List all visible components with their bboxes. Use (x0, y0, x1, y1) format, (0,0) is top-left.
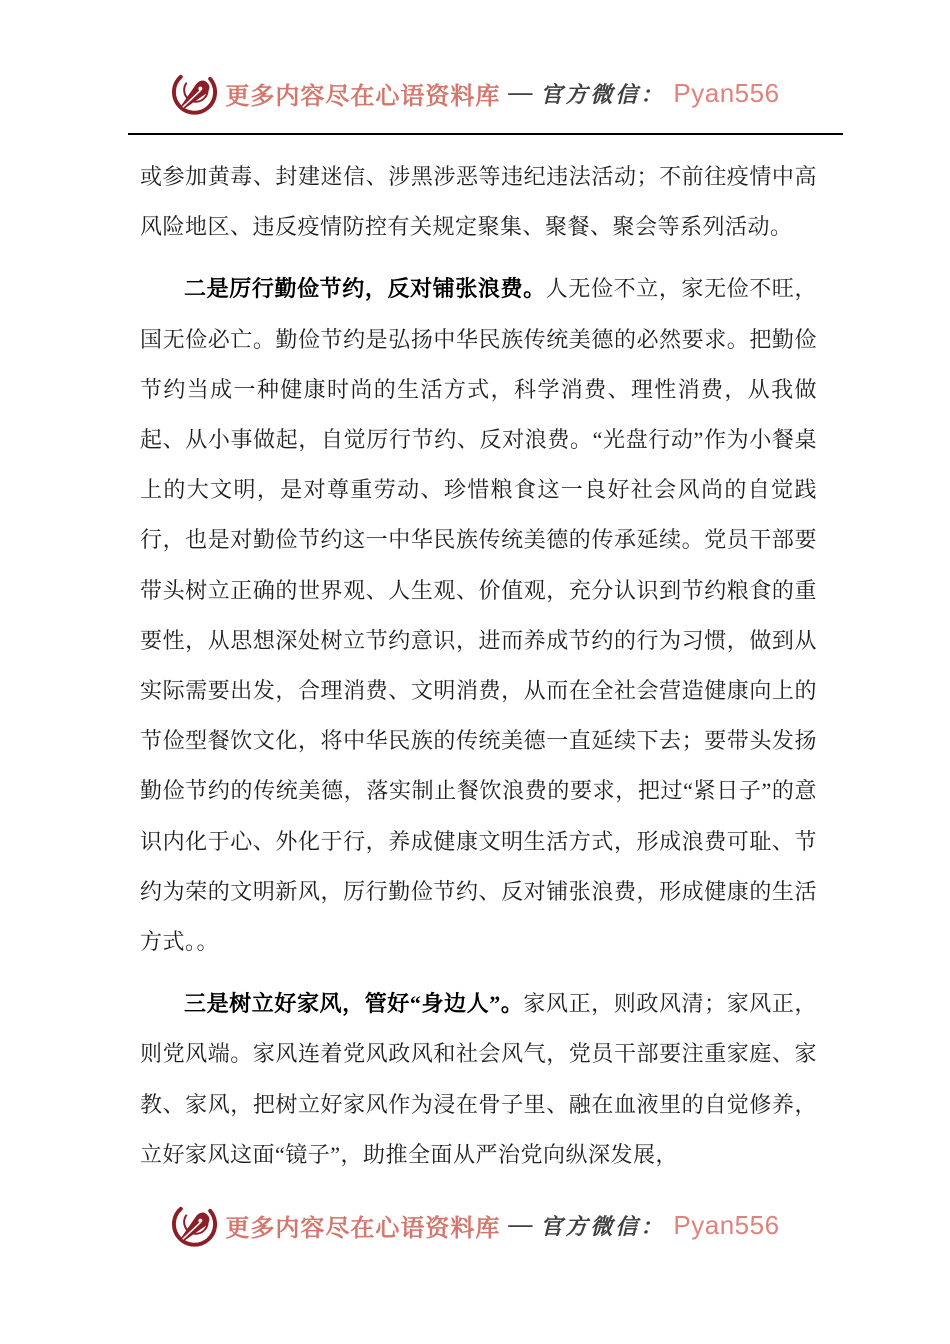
header-brandbar (0, 70, 950, 117)
brand-text: 更多内容尽在心语资料库 (225, 84, 501, 110)
bold-text-run: 二是厉行勤俭节约，反对铺张浪费。 (184, 276, 546, 302)
brand-text: 更多内容尽在心语资料库 (225, 1216, 501, 1243)
paragraph (140, 152, 817, 252)
document-body (140, 152, 817, 1180)
brand-separator: — (508, 1212, 533, 1239)
text-run: 人无俭不立，家无俭不旺，国无俭必亡。勤俭节约是弘扬中华民族传统美德的必然要求。把勤俭节约当成一种健康时尚的生活方式，科学消费、理性消费，从我做起、从小事做起，自觉厉行节约、反对浪费。“光盘行动”作为小餐桌上的大文明，是对尊重劳动、珍惜粮食这一良好社会风尚的自觉践行，也是对勤俭节约这一中华民族传统美德的传承延续。党员干部要带头树立正确的世界观、人生观、价值观，充分认识到节约粮食的重要性，从思想深处树立节约意识，进而养成节约的行为习惯，做到从实际需要出发，合理消费、文明消费，从而在全社会营造健康向上的节俭型餐饮文化，将中华民族的传统美德一直延续下去；要带头发扬勤俭节约的传统美德，落实制止餐饮浪费的要求，把过“紧日子”的意识内化于心、外化于行，养成健康文明生活方式，形成浪费可耻、节约为荣的文明新风，厉行勤俭节约、反对铺张浪费，形成健康的生活方式。。 (140, 276, 817, 955)
wechat-label: 官方微信： (540, 82, 666, 107)
pen-emblem-icon (170, 70, 217, 117)
paragraph (140, 979, 817, 1180)
wechat-label: 官方微信： (540, 1214, 666, 1240)
header-rule (128, 133, 843, 135)
pen-emblem-icon (170, 1202, 217, 1249)
wechat-id: Pyan556 (673, 78, 780, 108)
bold-text-run: 三是树立好家风，管好“身边人”。 (184, 991, 524, 1017)
footer-brandbar (0, 1202, 950, 1249)
wechat-id: Pyan556 (673, 1210, 780, 1241)
text-run: 或参加黄毒、封建迷信、涉黑涉恶等违纪违法活动；不前往疫情中高风险地区、违反疫情防控有关规定聚集、聚餐、聚会等系列活动。 (140, 164, 817, 240)
text-run: 家风正，则政风清；家风正，则党风端。家风连着党风政风和社会风气，党员干部要注重家庭、家教、家风，把树立好家风作为浸在骨子里、融在血液里的自觉修养，立好家风这面“镜子”，助推全面从严治党向纵深发展， (140, 991, 817, 1167)
brand-separator: — (508, 80, 533, 106)
page-header (0, 0, 950, 135)
paragraph (140, 264, 817, 967)
page-footer (0, 1202, 950, 1249)
